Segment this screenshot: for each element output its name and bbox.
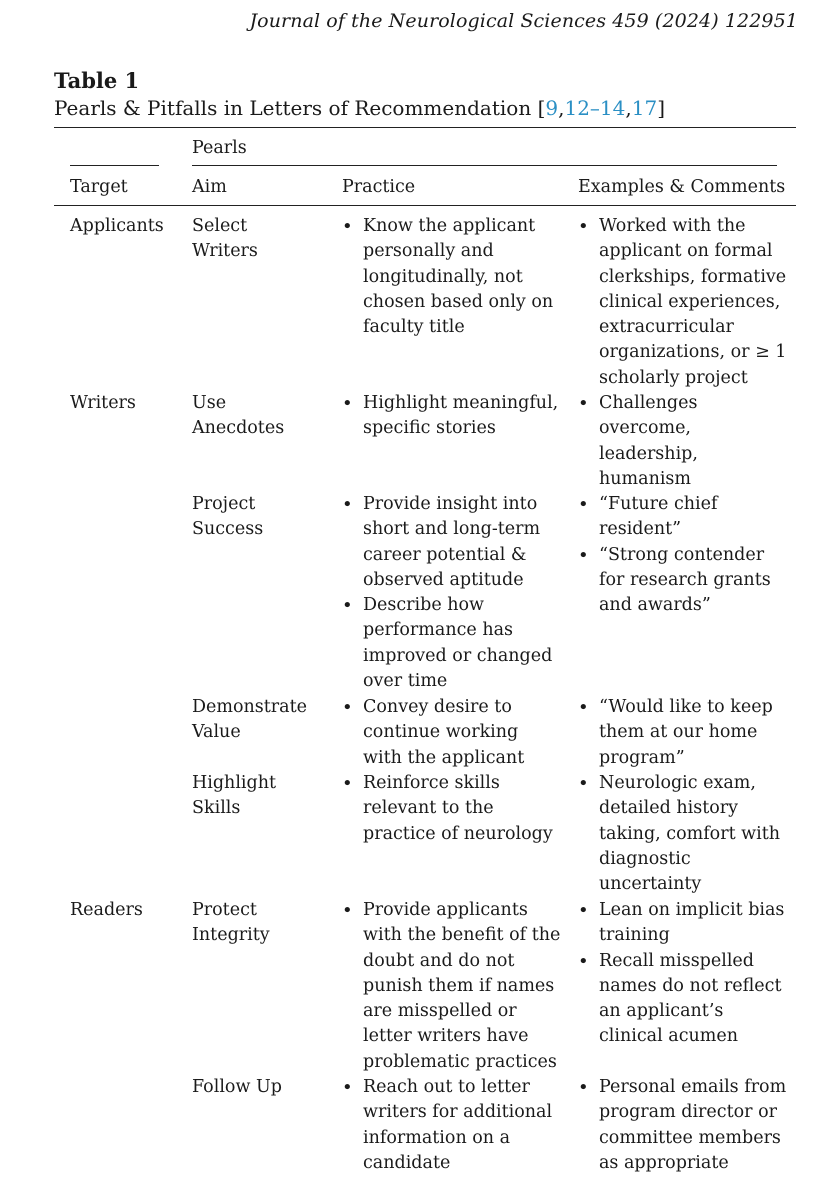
practice-bullet-list xyxy=(342,492,562,694)
cell-practice xyxy=(342,771,562,847)
practice-bullet-item: • Provide applicants with the benefit of the doubt and do not punish them if names are misspelled or letter writers have problematic practices xyxy=(342,898,562,1075)
citation-link[interactable]: 9 xyxy=(545,96,559,120)
table-caption xyxy=(54,96,665,120)
examples-bullet-item: • Personal emails from program director or committee members as appropriate xyxy=(578,1075,788,1176)
cell-aim: Follow Up xyxy=(192,1077,282,1097)
examples-bullet-item: • Neurologic exam, detailed history taking, comfort with diagnostic uncertainty xyxy=(578,771,788,897)
practice-bullet-list xyxy=(342,1075,562,1176)
practice-bullet-item: • Convey desire to continue working with the applicant xyxy=(342,695,562,771)
table-label: Table 1 xyxy=(54,68,140,93)
examples-bullet-list xyxy=(578,492,788,618)
cell-target: Writers xyxy=(70,393,136,413)
cell-practice xyxy=(342,898,562,1075)
citation-link[interactable]: 17 xyxy=(631,96,658,120)
examples-bullet-item: • Challenges overcome, leadership, humanism xyxy=(578,391,788,492)
target-header-rule xyxy=(70,165,159,166)
column-header-target: Target xyxy=(70,177,128,197)
examples-bullet-list xyxy=(578,214,788,391)
cell-practice xyxy=(342,391,562,442)
column-header-aim: Aim xyxy=(192,177,227,197)
practice-bullet-item: • Reinforce skills relevant to the practice of neurology xyxy=(342,771,562,847)
cell-aim: Select Writers xyxy=(192,216,258,262)
caption-close-bracket: ] xyxy=(657,96,665,120)
practice-bullet-item: • Highlight meaningful, specific stories xyxy=(342,391,562,442)
table-header-rule xyxy=(54,205,796,206)
examples-bullet-item: • Recall misspelled names do not reflect an applicant’s clinical acumen xyxy=(578,949,788,1050)
column-header-examples: Examples & Comments xyxy=(578,177,786,197)
examples-bullet-item: • Worked with the applicant on formal clerkships, formative clinical experiences, extracurricular organizations, or ≥ 1 scholarly project xyxy=(578,214,788,391)
practice-bullet-item: • Reach out to letter writers for additional information on a candidate xyxy=(342,1075,562,1176)
cell-practice xyxy=(342,492,562,694)
citation-separator: , xyxy=(558,96,565,120)
cell-examples xyxy=(578,391,788,492)
examples-bullet-item: • Lean on implicit bias training xyxy=(578,898,788,949)
cell-practice xyxy=(342,1075,562,1176)
practice-bullet-item: • Know the applicant personally and longitudinally, not chosen based only on faculty title xyxy=(342,214,562,340)
examples-bullet-list xyxy=(578,695,788,771)
practice-bullet-list xyxy=(342,695,562,771)
examples-bullet-list xyxy=(578,391,788,492)
pearls-group-rule xyxy=(192,165,777,166)
cell-practice xyxy=(342,214,562,340)
caption-open-bracket: [ xyxy=(537,96,546,120)
examples-bullet-list xyxy=(578,1075,788,1176)
cell-examples xyxy=(578,898,788,1050)
practice-bullet-item: • Describe how performance has improved or changed over time xyxy=(342,593,562,694)
group-header-pearls: Pearls xyxy=(192,138,247,158)
cell-aim: Project Success xyxy=(192,494,264,540)
cell-practice xyxy=(342,695,562,771)
cell-aim: Use Anecdotes xyxy=(192,393,285,439)
practice-bullet-list xyxy=(342,214,562,340)
cell-aim: Highlight Skills xyxy=(192,773,277,819)
cell-examples xyxy=(578,771,788,897)
examples-bullet-item: • “Future chief resident” xyxy=(578,492,788,543)
table-top-rule xyxy=(54,127,796,128)
caption-text: Pearls & Pitfalls in Letters of Recommendation xyxy=(54,96,538,120)
practice-bullet-list xyxy=(342,898,562,1075)
cell-target: Applicants xyxy=(70,216,164,236)
practice-bullet-list xyxy=(342,391,562,442)
column-header-practice: Practice xyxy=(342,177,416,197)
cell-examples xyxy=(578,492,788,618)
examples-bullet-list xyxy=(578,898,788,1050)
journal-header: Journal of the Neurological Sciences 459 (2024) 122951 xyxy=(249,10,798,32)
practice-bullet-item: • Provide insight into short and long-term career potential & observed aptitude xyxy=(342,492,562,593)
practice-bullet-list xyxy=(342,771,562,847)
examples-bullet-list xyxy=(578,771,788,897)
examples-bullet-item: • “Strong contender for research grants and awards” xyxy=(578,543,788,619)
examples-bullet-item: • “Would like to keep them at our home program” xyxy=(578,695,788,771)
cell-aim: Protect Integrity xyxy=(192,900,270,946)
cell-aim: Demonstrate Value xyxy=(192,697,307,743)
cell-target: Readers xyxy=(70,900,143,920)
citation-link[interactable]: 12–14 xyxy=(564,96,626,120)
citation-separator: , xyxy=(625,96,632,120)
cell-examples xyxy=(578,695,788,771)
cell-examples xyxy=(578,1075,788,1176)
cell-examples xyxy=(578,214,788,391)
